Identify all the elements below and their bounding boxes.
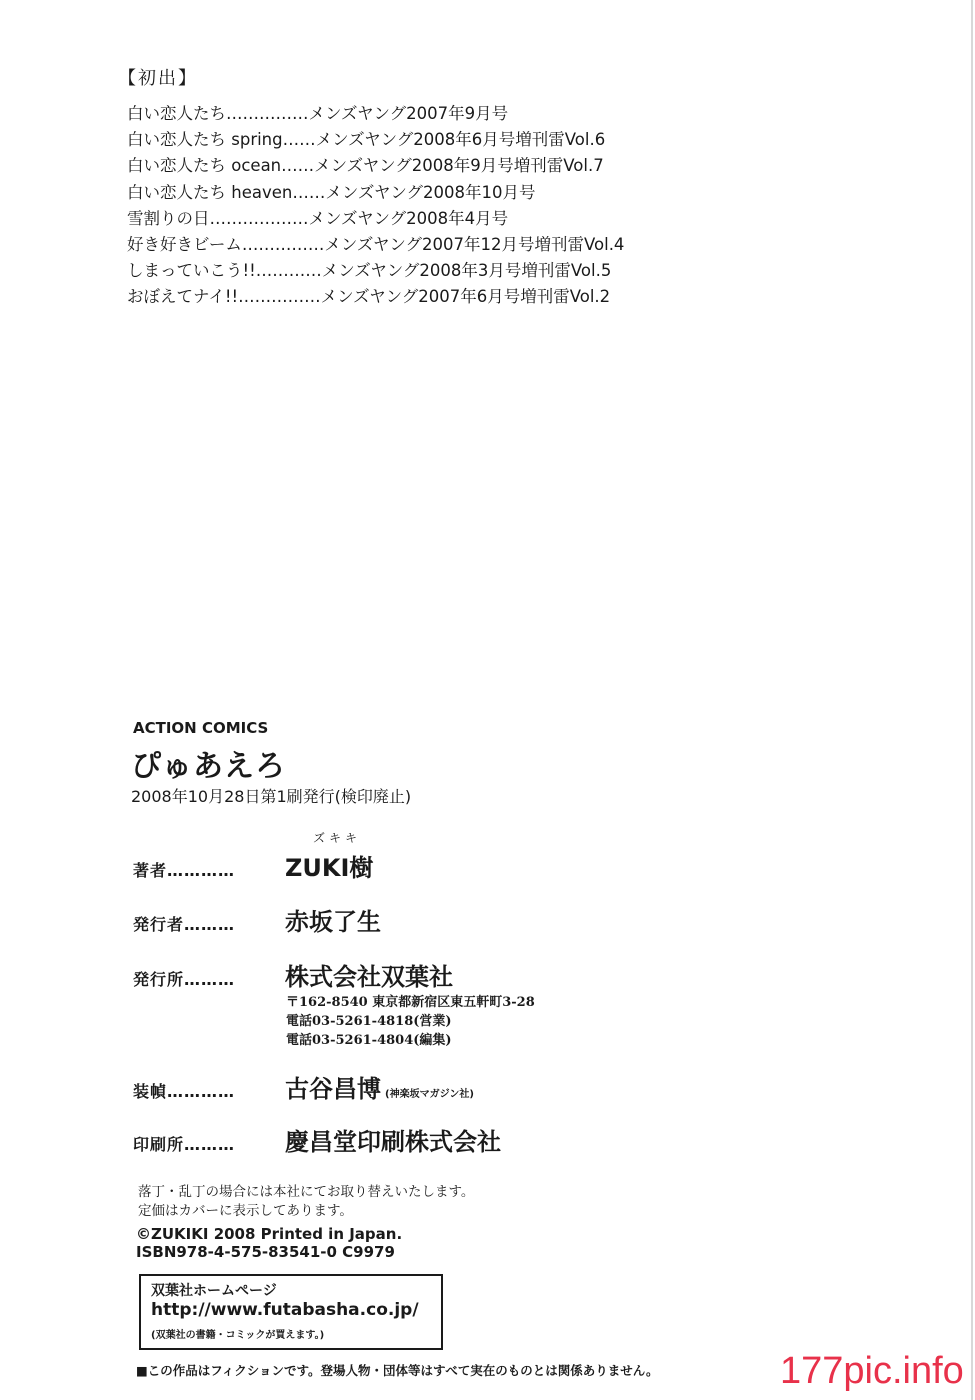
list-item: 白い恋人たち spring……メンズヤング2008年6月号増刊雷Vol.6 (127, 130, 606, 150)
credit-value: 慶昌堂印刷株式会社 (285, 1128, 501, 1156)
list-item: 白い恋人たち heaven……メンズヤング2008年10月号 (127, 182, 536, 202)
credit-value: 古谷昌博 (285, 1075, 381, 1103)
credit-design (133, 1069, 474, 1104)
homepage-note: (双葉社の書籍・コミックが買えます。) (151, 1330, 325, 1341)
credit-role: 発行者……… (133, 915, 236, 934)
page-edge-line (971, 0, 973, 1400)
credit-role: 発行所……… (133, 970, 236, 989)
fiction-notice: ■この作品はフィクションです。登場人物・団体等はすべて実在のものとは関係ありません。 (136, 1363, 659, 1378)
notice-line: 定価はカバーに表示してあります。 (138, 1203, 353, 1219)
address-line: 〒162-8540 東京都新宿区東五軒町3-28 (286, 995, 535, 1010)
credit-role: 著者………… (133, 861, 236, 880)
list-item: 白い恋人たち ocean……メンズヤング2008年9月号増刊雷Vol.7 (127, 156, 604, 176)
list-item: しまっていこう!!…………メンズヤング2008年3月号増刊雷Vol.5 (127, 261, 612, 281)
credit-value: 赤坂了生 (285, 908, 381, 936)
book-title: ぴゅあえろ (131, 749, 286, 784)
list-item: 好き好きビーム……………メンズヤング2007年12月号増刊雷Vol.4 (127, 234, 625, 254)
publish-date: 2008年10月28日第1刷発行(検印廃止) (131, 787, 412, 806)
address-line: 電話03-5261-4818(営業) (286, 1014, 452, 1029)
credit-author (133, 848, 373, 883)
author-ruby: ズキキ (313, 831, 362, 845)
homepage-label: 双葉社ホームページ (151, 1283, 277, 1299)
first-appearance-list (127, 100, 624, 310)
credit-publishing-house (133, 957, 453, 992)
credit-value: ZUKI樹 (285, 854, 374, 882)
credit-printer (133, 1122, 501, 1157)
credit-note: (神楽坂マガジン社) (385, 1089, 474, 1100)
homepage-box (139, 1274, 443, 1350)
first-appearance-header: 【初出】 (118, 68, 198, 89)
list-item: おぼえてナイ!!……………メンズヤング2007年6月号増刊雷Vol.2 (127, 287, 611, 307)
address-line: 電話03-5261-4804(編集) (286, 1033, 452, 1048)
credit-publisher (133, 902, 381, 937)
credit-value: 株式会社双葉社 (285, 963, 453, 991)
list-item: 雪割りの日………………メンズヤング2008年4月号 (127, 208, 509, 228)
homepage-url[interactable]: http://www.futabasha.co.jp/ (151, 1300, 419, 1320)
credit-role: 装幀………… (133, 1082, 236, 1101)
copyright: ©ZUKIKI 2008 Printed in Japan. (136, 1225, 403, 1243)
watermark: 177pic.info (780, 1350, 964, 1392)
notice-line: 落丁・乱丁の場合には本社にてお取り替えいたします。 (138, 1184, 475, 1200)
isbn: ISBN978-4-575-83541-0 C9979 (136, 1243, 395, 1261)
series-name: ACTION COMICS (133, 719, 269, 737)
credit-role: 印刷所……… (133, 1135, 236, 1154)
list-item: 白い恋人たち……………メンズヤング2007年9月号 (127, 104, 509, 123)
